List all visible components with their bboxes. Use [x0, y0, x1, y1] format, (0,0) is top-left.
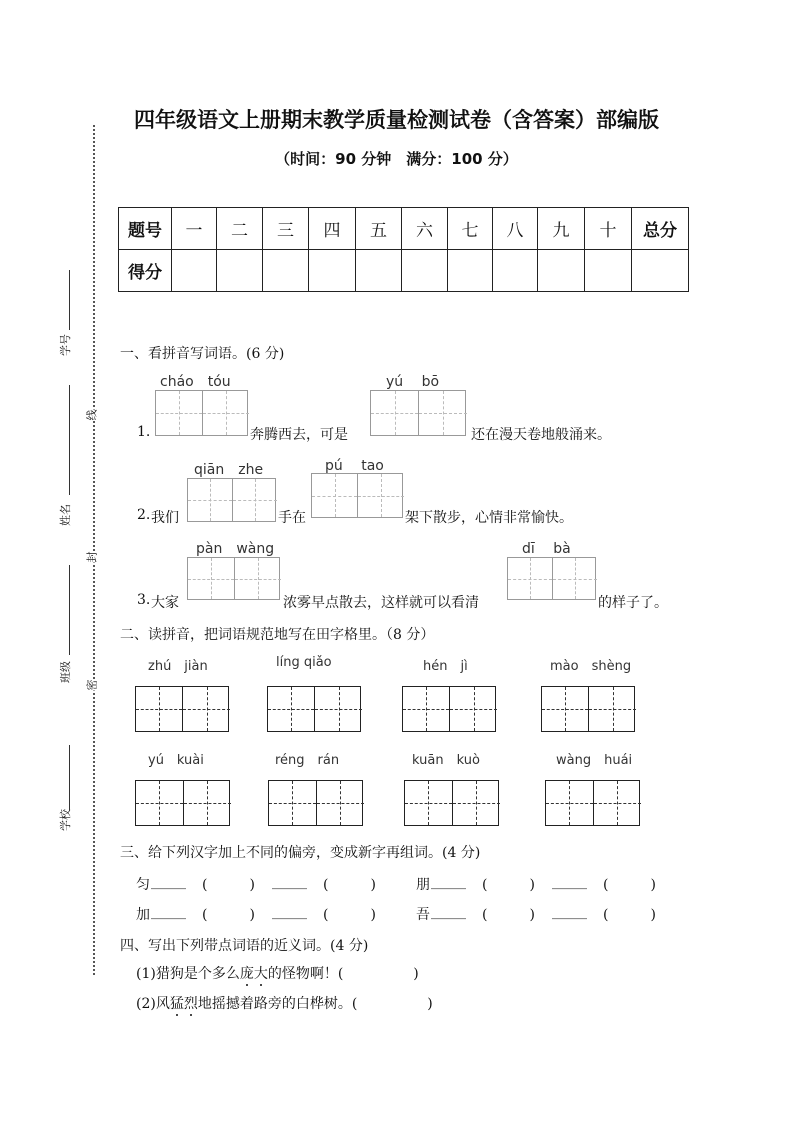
- answer-blank[interactable]: _____: [431, 874, 466, 890]
- tianzige-cell: [508, 558, 553, 599]
- dashed-guide: [233, 500, 278, 501]
- dashed-guide: [269, 803, 316, 804]
- tianzige-cell: [405, 781, 453, 825]
- dashed-guide: [589, 709, 636, 710]
- answer-blank[interactable]: _____: [272, 874, 307, 890]
- pinyin-label: cháo tóu: [160, 374, 231, 390]
- answer-paren[interactable]: ( ): [202, 907, 255, 923]
- sentence-text: 架下散步，心情非常愉快。: [405, 510, 573, 526]
- exam-subtitle: （时间：90 分钟 满分：100 分）: [275, 150, 518, 168]
- score-input-cell[interactable]: [172, 250, 217, 292]
- tianzige-cell: [136, 687, 183, 731]
- base-character: 吾: [416, 907, 430, 923]
- margin-field-line[interactable]: [69, 270, 70, 330]
- dashed-guide: [203, 413, 250, 414]
- sentence-text: 手在: [278, 510, 306, 526]
- tianzige-cell: [184, 781, 232, 825]
- answer-paren[interactable]: ( ): [323, 907, 376, 923]
- score-header-cell: 九: [538, 208, 585, 250]
- answer-blank[interactable]: _____: [151, 874, 186, 890]
- question-item: [136, 993, 433, 1013]
- margin-field-label: 班级: [59, 661, 72, 683]
- section-heading: 四、写出下列带点词语的近义词。(4 分): [120, 938, 369, 954]
- pinyin-label: zhú jiàn: [148, 659, 208, 674]
- tianzige-cell: [136, 781, 184, 825]
- binding-dotted-line: [93, 125, 95, 975]
- sentence-text: 大家: [151, 595, 179, 611]
- score-table: [118, 207, 689, 292]
- score-header-cell: 一: [172, 208, 217, 250]
- score-input-cell[interactable]: [356, 250, 402, 292]
- answer-paren[interactable]: ( ): [603, 907, 656, 923]
- dashed-guide: [184, 803, 232, 804]
- sentence-text: 浓雾早点散去，这样就可以看清: [283, 595, 479, 611]
- dashed-guide: [136, 709, 182, 710]
- score-input-cell[interactable]: [493, 250, 538, 292]
- question-text: (2)风: [136, 996, 170, 1012]
- score-input-cell[interactable]: [632, 250, 689, 292]
- sentence-text: 我们: [151, 510, 179, 526]
- score-input-cell[interactable]: [538, 250, 585, 292]
- pinyin-label: qiān zhe: [194, 462, 264, 478]
- answer-blank[interactable]: _____: [552, 904, 587, 920]
- tianzige-cell: [312, 474, 358, 517]
- dashed-guide: [419, 413, 467, 414]
- tianzige-cell: [233, 479, 278, 521]
- dashed-guide: [317, 803, 365, 804]
- section-heading: 一、看拼音写词语。(6 分): [120, 346, 285, 362]
- sentence-text: 奔腾西去，可是: [250, 427, 348, 443]
- tianzige-box[interactable]: [370, 390, 466, 436]
- tianzige-cell: [269, 781, 317, 825]
- dashed-guide: [358, 496, 404, 497]
- tianzige-cell: [450, 687, 497, 731]
- base-character: 朋: [416, 877, 430, 893]
- dashed-guide: [371, 413, 418, 414]
- answer-paren[interactable]: ( ): [202, 877, 255, 893]
- tianzige-box[interactable]: [402, 686, 496, 732]
- tianzige-cell: [419, 391, 467, 435]
- question-number: 2.: [137, 507, 151, 523]
- score-input-cell[interactable]: [217, 250, 263, 292]
- dashed-guide: [546, 803, 593, 804]
- tianzige-box[interactable]: [507, 557, 596, 600]
- score-input-cell[interactable]: [263, 250, 309, 292]
- tianzige-cell: [589, 687, 636, 731]
- pinyin-label: mào shèng: [550, 659, 632, 674]
- answer-blank[interactable]: _____: [151, 904, 186, 920]
- tianzige-cell: [315, 687, 362, 731]
- score-header-cell: 十: [585, 208, 632, 250]
- score-header-cell: 三: [263, 208, 309, 250]
- tianzige-box[interactable]: [187, 478, 276, 522]
- tianzige-cell: [183, 687, 230, 731]
- pinyin-label: wàng huái: [556, 753, 633, 768]
- margin-field-label: 姓名: [59, 504, 72, 526]
- score-table-score-row: [119, 250, 689, 292]
- pinyin-label: hén jì: [423, 659, 468, 674]
- pinyin-label: kuān kuò: [412, 753, 480, 768]
- seal-mark: 密: [85, 679, 99, 691]
- tianzige-cell: [594, 781, 642, 825]
- tianzige-cell: [542, 687, 589, 731]
- tianzige-cell: [403, 687, 450, 731]
- margin-field-line[interactable]: [69, 385, 70, 495]
- tianzige-cell: [317, 781, 365, 825]
- score-row-label: 得分: [119, 250, 172, 292]
- dashed-guide: [188, 579, 234, 580]
- question-text[interactable]: 的怪物啊！( ): [267, 966, 419, 982]
- page-title: 四年级语文上册期末教学质量检测试卷（含答案）部编版: [134, 108, 659, 132]
- tianzige-box[interactable]: [135, 686, 229, 732]
- score-header-cell: 五: [356, 208, 402, 250]
- score-input-cell[interactable]: [585, 250, 632, 292]
- dashed-guide: [312, 496, 357, 497]
- pinyin-label: líng qiǎo: [276, 655, 332, 670]
- tianzige-cell: [235, 558, 282, 599]
- answer-paren[interactable]: ( ): [482, 907, 535, 923]
- tianzige-box[interactable]: [404, 780, 499, 826]
- pinyin-label: pàn wàng: [196, 541, 275, 557]
- dashed-guide: [156, 413, 202, 414]
- dashed-guide: [403, 709, 449, 710]
- tianzige-cell: [268, 687, 315, 731]
- sentence-text: 的样子了。: [598, 595, 668, 611]
- score-input-cell[interactable]: [309, 250, 356, 292]
- dashed-guide: [594, 803, 642, 804]
- dashed-guide: [450, 709, 497, 710]
- seal-mark: 线: [85, 409, 99, 421]
- score-header-cell: 四: [309, 208, 356, 250]
- base-character: 加: [136, 907, 150, 923]
- dashed-guide: [553, 579, 598, 580]
- dotted-word-char: 大: [253, 966, 268, 982]
- section-heading: 二、读拼音，把词语规范地写在田字格里。（8 分）: [120, 627, 435, 643]
- margin-field-label: 学校: [59, 809, 72, 831]
- dashed-guide: [183, 709, 230, 710]
- score-header-cell: 七: [448, 208, 493, 250]
- score-header-cell: 二: [217, 208, 263, 250]
- question-text[interactable]: 地摇撼着路旁的白桦树。( ): [197, 996, 433, 1012]
- section-heading: 三、给下列汉字加上不同的偏旁，变成新字再组词。(4 分): [120, 845, 481, 861]
- dashed-guide: [508, 579, 552, 580]
- tianzige-box[interactable]: [545, 780, 640, 826]
- pinyin-label: dī bà: [522, 541, 571, 557]
- tianzige-cell: [453, 781, 501, 825]
- tianzige-box[interactable]: [541, 686, 635, 732]
- score-input-cell[interactable]: [448, 250, 493, 292]
- dashed-guide: [405, 803, 452, 804]
- tianzige-cell: [188, 558, 235, 599]
- base-character: 匀: [136, 877, 150, 893]
- answer-paren[interactable]: ( ): [323, 877, 376, 893]
- dashed-guide: [315, 709, 362, 710]
- score-header-cell: 八: [493, 208, 538, 250]
- answer-paren[interactable]: ( ): [603, 877, 656, 893]
- margin-field-line[interactable]: [69, 745, 70, 810]
- dashed-guide: [542, 709, 588, 710]
- tianzige-cell: [188, 479, 233, 521]
- score-header-cell: 总分: [632, 208, 689, 250]
- answer-blank[interactable]: _____: [431, 904, 466, 920]
- seal-mark: 封: [85, 551, 99, 563]
- tianzige-box[interactable]: [187, 557, 280, 600]
- dashed-guide: [235, 579, 282, 580]
- tianzige-cell: [546, 781, 594, 825]
- tianzige-box[interactable]: [268, 780, 363, 826]
- pinyin-label: pú tao: [325, 458, 384, 474]
- pinyin-label: réng rán: [275, 753, 340, 768]
- tianzige-cell: [203, 391, 250, 435]
- tianzige-box[interactable]: [267, 686, 361, 732]
- dashed-guide: [188, 500, 232, 501]
- pinyin-label: yú bō: [386, 374, 440, 390]
- score-table-header-row: [119, 208, 689, 250]
- answer-blank[interactable]: _____: [272, 904, 307, 920]
- tianzige-box[interactable]: [135, 780, 230, 826]
- tianzige-box[interactable]: [155, 390, 248, 436]
- dashed-guide: [268, 709, 314, 710]
- margin-field-label: 学号: [59, 334, 72, 356]
- answer-paren[interactable]: ( ): [482, 877, 535, 893]
- dotted-word-char: 烈: [183, 996, 198, 1012]
- dashed-guide: [136, 803, 183, 804]
- sentence-text: 还在漫天卷地般涌来。: [471, 427, 611, 443]
- tianzige-cell: [371, 391, 419, 435]
- tianzige-cell: [358, 474, 404, 517]
- dashed-guide: [453, 803, 501, 804]
- tianzige-box[interactable]: [311, 473, 403, 518]
- score-header-cell: 六: [402, 208, 448, 250]
- question-item: [136, 963, 419, 983]
- score-header-cell: 题号: [119, 208, 172, 250]
- dotted-word-char: 庞: [239, 966, 254, 982]
- answer-blank[interactable]: _____: [552, 874, 587, 890]
- question-number: 3.: [137, 592, 151, 608]
- pinyin-label: yú kuài: [148, 753, 204, 768]
- margin-field-line[interactable]: [69, 565, 70, 655]
- score-input-cell[interactable]: [402, 250, 448, 292]
- question-text: (1)猎狗是个多么: [136, 966, 240, 982]
- dotted-word-char: 猛: [169, 996, 184, 1012]
- tianzige-cell: [553, 558, 598, 599]
- question-number: 1.: [137, 424, 151, 440]
- tianzige-cell: [156, 391, 203, 435]
